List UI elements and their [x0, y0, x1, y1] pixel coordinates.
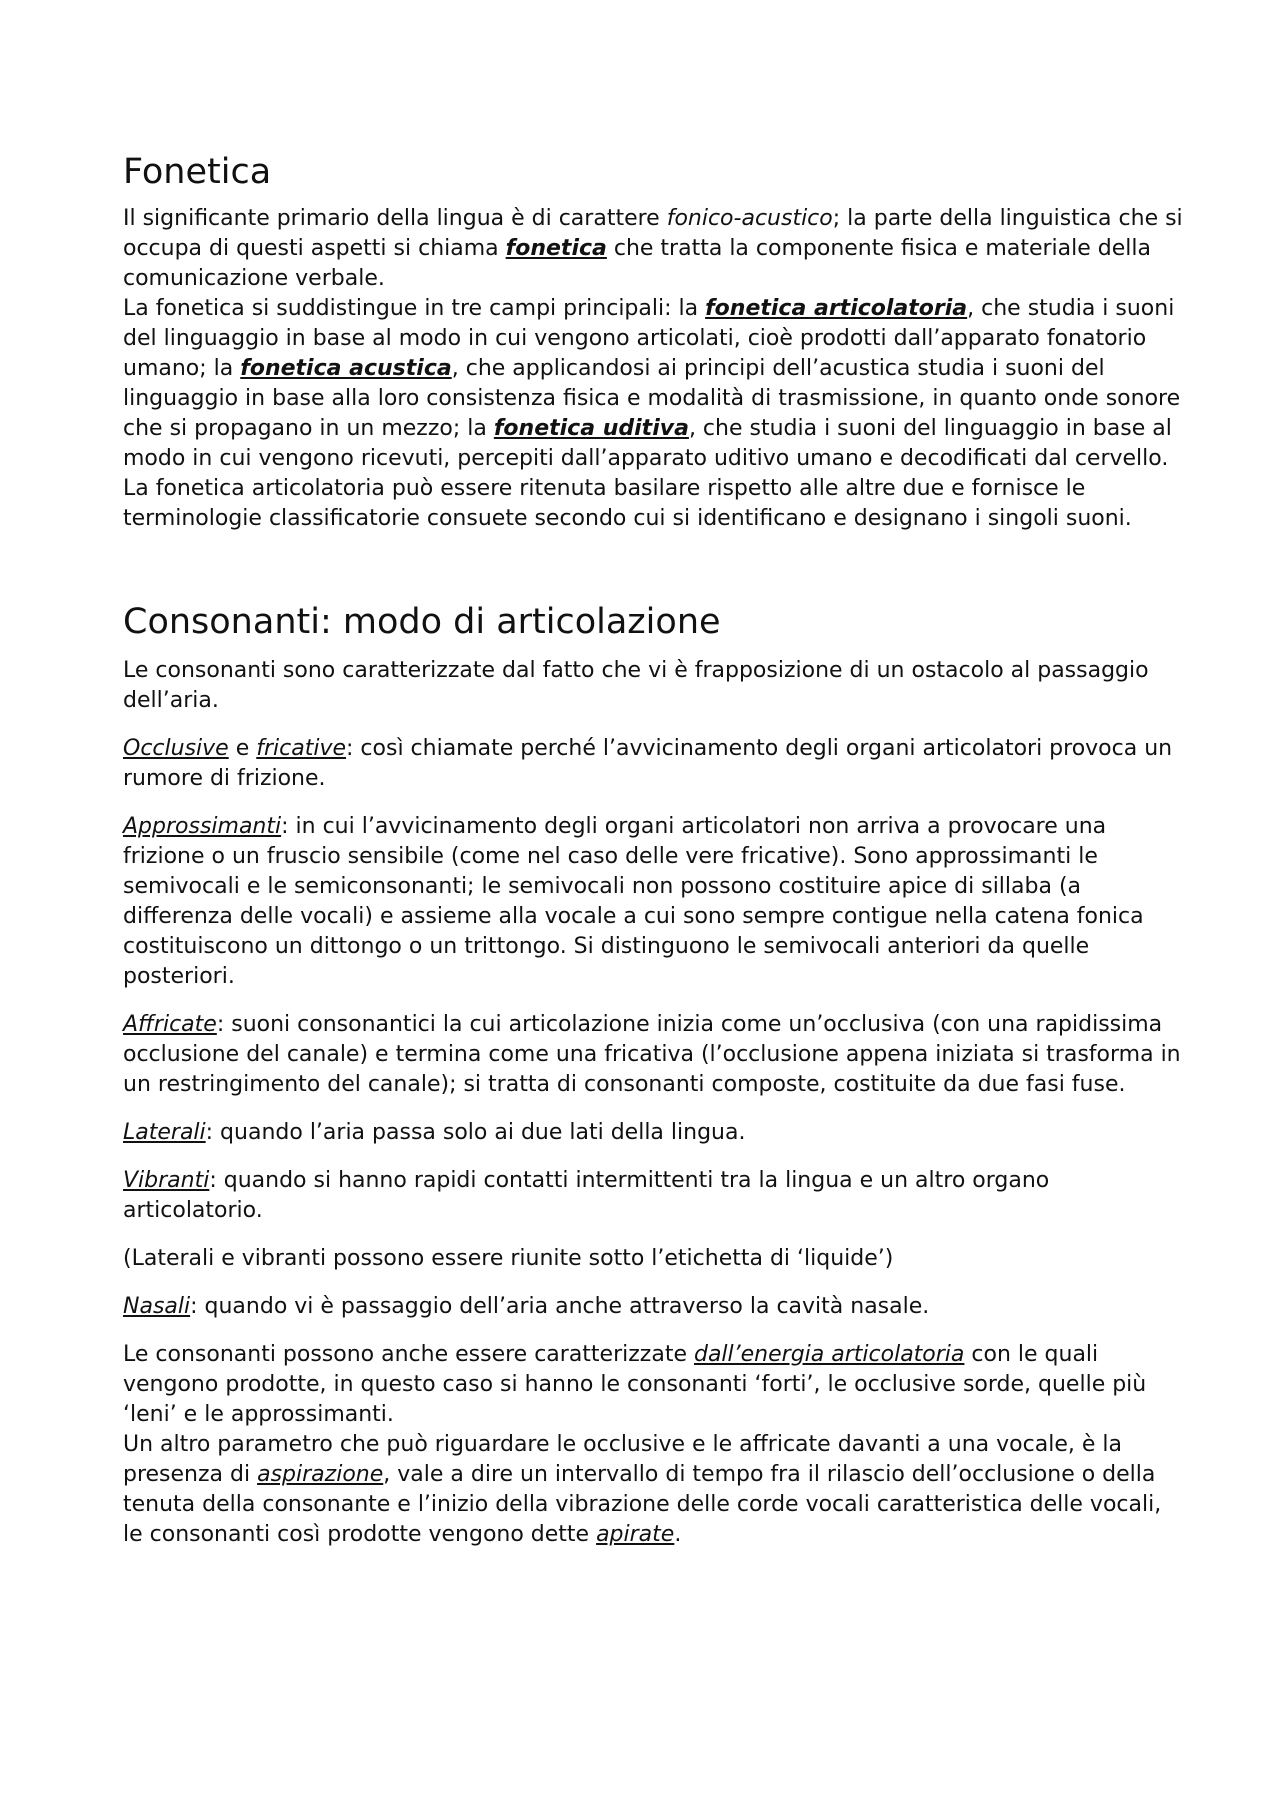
term-apirate: apirate: [596, 1522, 675, 1547]
paragraph-occlusive: Occlusive e fricative: così chiamate perché l’avvicinamento degli organi articolatori provoca un rumore di frizione.: [123, 736, 1173, 791]
paragraph-nasali: Nasali: quando vi è passaggio dell’aria anche attraverso la cavità nasale.: [123, 1294, 930, 1319]
term-laterali: Laterali: [123, 1120, 206, 1145]
section-title-consonanti: Consonanti: modo di articolazione: [123, 602, 721, 642]
paragraph-approssimanti: Approssimanti: in cui l’avvicinamento degli organi articolatori non arriva a provocare una frizione o un fruscio sensibile (come nel caso delle vere fricative). Sono approssimanti le semivocali e le semiconsonanti; le semivocali non possono costituire apice di sillaba (a differenza delle vocali) e assieme alla vocale a cui sono sempre contigue nella catena fonica costituiscono un dittongo o un trittongo. Si distinguono le semivocali anteriori da quelle posteriori.: [123, 814, 1144, 989]
paragraph-campi: La fonetica si suddistingue in tre campi principali: la fonetica articolatoria, che studia i suoni del linguaggio in base al modo in cui vengono articolati, cioè prodotti dall’apparato fonatorio umano; la fonetica acustica, che applicandosi ai principi dell’acustica studia i suoni del linguaggio in base alla loro consistenza fisica e modalità di trasmissione, in quanto onde sonore che si propagano in un mezzo; la fonetica uditiva, che studia i suoni del linguaggio in base al modo in cui vengono ricevuti, percepiti dall’apparato uditivo umano e decodificati dal cervello.: [123, 296, 1181, 471]
term-fonetica-acustica: fonetica acustica: [240, 356, 452, 381]
term-affricate: Affricate: [123, 1012, 217, 1037]
term-fricative: fricative: [256, 736, 347, 761]
paragraph-affricate: Affricate: suoni consonantici la cui articolazione inizia come un’occlusiva (con una rapidissima occlusione del canale) e termina come una fricativa (l’occlusione appena iniziata si trasforma in un restringimento del canale); si tratta di consonanti composte, costituite da due fasi fuse.: [123, 1012, 1181, 1097]
paragraph-significante: Il significante primario della lingua è di carattere fonico-acustico; la parte della linguistica che si occupa di questi aspetti si chiama fonetica che tratta la componente fisica e materiale della comunicazione verbale.: [123, 206, 1183, 291]
term-fonico-acustico: fonico-acustico: [666, 206, 833, 231]
paragraph-liquide: (Laterali e vibranti possono essere riunite sotto l’etichetta di ‘liquide’): [123, 1246, 894, 1271]
term-fonetica-articolatoria: fonetica articolatoria: [705, 296, 968, 321]
paragraph-energia: Le consonanti possono anche essere caratterizzate dall’energia articolatoria con le quali vengono prodotte, in questo caso si hanno le consonanti ‘forti’, le occlusive sorde, quelle più ‘leni’ e le approssimanti.: [123, 1342, 1147, 1427]
term-fonetica: fonetica: [505, 236, 607, 261]
term-energia-articolatoria: dall’energia articolatoria: [693, 1342, 965, 1367]
section-title-fonetica: Fonetica: [123, 152, 272, 192]
term-occlusive: Occlusive: [123, 736, 229, 761]
document-content: [123, 150, 1183, 1550]
paragraph-intro-consonanti: Le consonanti sono caratterizzate dal fatto che vi è frapposizione di un ostacolo al passaggio dell’aria.: [123, 658, 1149, 713]
term-aspirazione: aspirazione: [257, 1462, 384, 1487]
paragraph-vibranti: Vibranti: quando si hanno rapidi contatti intermittenti tra la lingua e un altro organo articolatorio.: [123, 1168, 1050, 1223]
term-approssimanti: Approssimanti: [123, 814, 282, 839]
term-vibranti: Vibranti: [123, 1168, 210, 1193]
term-fonetica-uditiva: fonetica uditiva: [493, 416, 689, 441]
paragraph-aspirazione: Un altro parametro che può riguardare le occlusive e le affricate davanti a una vocale, è la presenza di aspirazione, vale a dire un intervallo di tempo fra il rilascio dell’occlusione o della tenuta della consonante e l’inizio della vibrazione delle corde vocali caratteristica delle vocali, le consonanti così prodotte vengono dette apirate.: [123, 1432, 1162, 1547]
paragraph-basilare: La fonetica articolatoria può essere ritenuta basilare rispetto alle altre due e fornisce le terminologie classificatorie consuete secondo cui si identificano e designano i singoli suoni.: [123, 476, 1132, 531]
term-nasali: Nasali: [123, 1294, 191, 1319]
paragraph-laterali: Laterali: quando l’aria passa solo ai due lati della lingua.: [123, 1120, 746, 1145]
